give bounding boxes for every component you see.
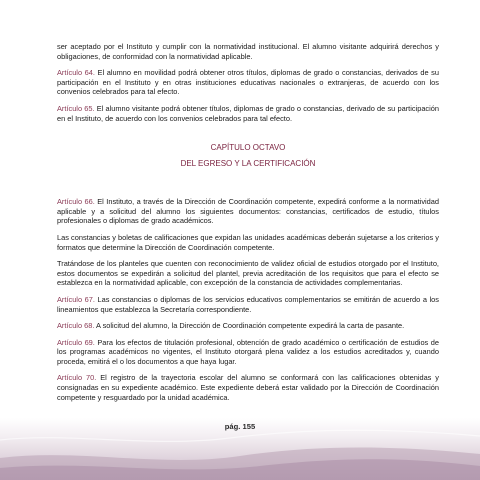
paragraph-text: ser aceptado por el Instituto y cumplir con la normatividad institucional. El alumno visitante adquirirá derechos y obligaciones, de conformidad con la normatividad aplicable. [57,42,439,61]
paragraph-text: El alumno en movilidad podrá obtener otros títulos, diplomas de grado o constancias, derivados de su participación en el Instituto y en otras instituciones educativas nacionales o extranjeras, de acuerdo con los convenios celebrados para tal efecto. [57,68,439,97]
article-66 [57,197,439,226]
paragraph-text: El Instituto, a través de la Dirección de Coordinación competente, expedirá conforme a la normatividad aplicable y a solicitud del alumno los siguientes documentos: constancias, certificados de estudio, títulos profesionales o diplomas de grado académicos. [57,197,439,226]
article-label: Artículo 66. [57,197,95,207]
paragraph-text: Las constancias y boletas de calificaciones que expidan las unidades académicas deberán sujetarse a los criterios y formatos que determine la Dirección de Coordinación competente. [57,232,439,252]
paragraph-text: Para los efectos de titulación profesional, obtención de grado académico o certificación de estudios de los programas académicos no vigentes, el Instituto otorgará plena validez a los estudios acreditados y, cuando proceda, emitirá el o los documentos a que haya lugar. [57,337,439,366]
article-65 [57,104,439,123]
paragraph-continuation [57,42,439,61]
article-label: Artículo 70. [57,373,97,383]
paragraph-constancias [57,233,439,252]
article-67 [57,295,439,314]
paragraph-planteles [57,259,439,288]
article-68 [57,321,439,331]
article-label: Artículo 67. [57,294,95,304]
article-label: Artículo 69. [57,337,95,347]
chapter-title: CAPÍTULO OCTAVO [210,143,286,153]
article-label: Artículo 64. [57,68,95,78]
page-body [57,42,439,409]
chapter-subtitle: DEL EGRESO Y LA CERTIFICACIÓN [180,159,316,169]
paragraph-text: Tratándose de los planteles que cuenten con reconocimiento de validez oficial de estudios otorgado por el Instituto, estos documentos se expedirán a solicitud del plantel, previa acreditación de los requisitos que para el efecto se establezca en la normatividad aplicable, con excepción de la constancia de actividades complementarias. [57,259,439,288]
paragraph-text: El registro de la trayectoria escolar del alumno se conformará con las calificaciones obtenidas y consignadas en su expediente académico. Este expediente deberá estar validado por la Dirección de Coordinación competente y resguardado por la unidad académica. [57,373,440,402]
article-label: Artículo 65. [57,103,95,113]
paragraph-text: A solicitud del alumno, la Dirección de Coordinación competente expedirá la carta de pasante. [94,321,405,331]
paragraph-text: Las constancias o diplomas de los servicios educativos complementarios se emitirán de acuerdo a los lineamientos que establezca la Secretaría correspondiente. [57,294,439,314]
article-64 [57,68,439,97]
paragraph-text: El alumno visitante podrá obtener títulos, diplomas de grado o constancias, derivado de su participación en el Instituto, de acuerdo con los convenios celebrados para tal efecto. [57,103,439,123]
article-70 [57,373,439,402]
page-number: pág. 155 [224,422,256,431]
article-69 [57,338,439,367]
article-label: Artículo 68. [57,321,95,331]
